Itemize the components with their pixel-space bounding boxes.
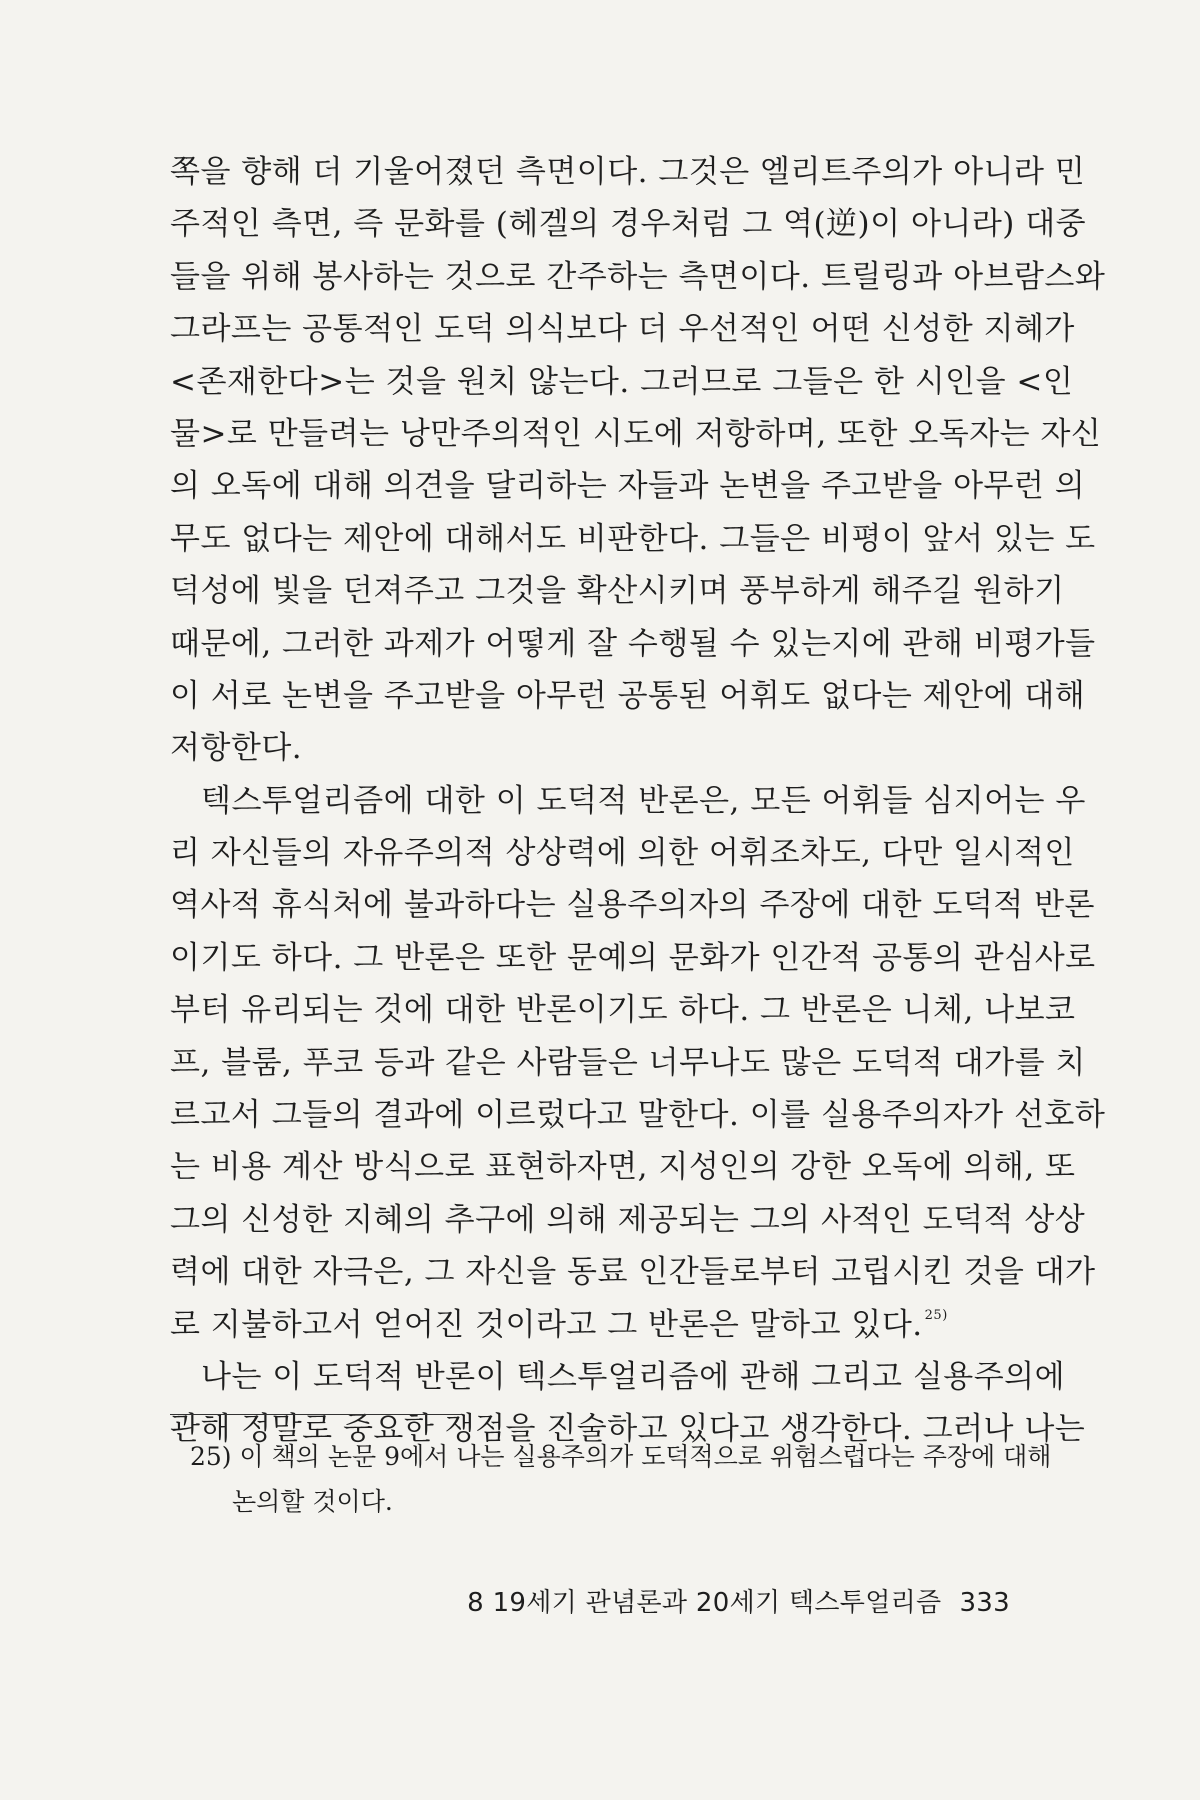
- text-line: 저항한다.: [170, 730, 303, 767]
- text-line: 그의 신성한 지혜의 추구에 의해 제공되는 그의 사적인 도덕적 상상: [170, 1201, 1086, 1238]
- text-line: 들을 위해 봉사하는 것으로 간주하는 측면이다. 트릴링과 아브람스와: [170, 258, 1106, 295]
- text-line: 때문에, 그러한 과제가 어떻게 잘 수행될 수 있는지에 관해 비평가들: [170, 625, 1096, 662]
- body-text: [170, 146, 1106, 1456]
- text-line: 관해 정말로 중요한 쟁점을 진술하고 있다고 생각한다. 그러나 나는: [170, 1411, 1086, 1448]
- text-line: 물>로 만들려는 낭만주의적인 시도에 저항하며, 또한 오독자는 자신: [170, 415, 1102, 452]
- text-line: 주적인 측면, 즉 문화를 (헤겔의 경우처럼 그 역(逆)이 아니라) 대중: [170, 206, 1087, 243]
- page-number: 333: [959, 1588, 1010, 1618]
- text-line: 그라프는 공통적인 도덕 의식보다 더 우선적인 어떤 신성한 지혜가: [170, 311, 1075, 348]
- text-line: 력에 대한 자극은, 그 자신을 동료 인간들로부터 고립시킨 것을 대가: [170, 1254, 1096, 1291]
- text-line: 는 비용 계산 방식으로 표현하자면, 지성인의 강한 오독에 의해, 또: [170, 1149, 1076, 1186]
- footnote: [190, 1434, 1052, 1524]
- text-line: 나는 이 도덕적 반론이 텍스투얼리즘에 관해 그리고 실용주의에: [201, 1358, 1066, 1395]
- text-line: 이기도 하다. 그 반론은 또한 문예의 문화가 인간적 공통의 관심사로: [170, 939, 1096, 976]
- running-footer: [467, 1582, 1010, 1619]
- footnote-reference: 25): [924, 1307, 948, 1323]
- text-line: 프, 블룸, 푸코 등과 같은 사람들은 너무나도 많은 도덕적 대가를 치: [170, 1044, 1086, 1081]
- paragraph-1: [170, 146, 1106, 775]
- text-line: 텍스투얼리즘에 대한 이 도덕적 반론은, 모든 어휘들 심지어는 우: [201, 782, 1086, 819]
- text-line: 리 자신들의 자유주의적 상상력에 의한 어휘조차도, 다만 일시적인: [170, 835, 1075, 872]
- footnote-divider: [170, 1414, 461, 1415]
- text-line: 부터 유리되는 것에 대한 반론이기도 하다. 그 반론은 니체, 나보코: [170, 992, 1076, 1029]
- text-line: 르고서 그들의 결과에 이르렀다고 말한다. 이를 실용주의자가 선호하: [170, 1097, 1106, 1134]
- chapter-title: 8 19세기 관념론과 20세기 텍스투얼리즘: [467, 1588, 942, 1618]
- text-line: 무도 없다는 제안에 대해서도 비판한다. 그들은 비평이 앞서 있는 도: [170, 520, 1096, 557]
- text-line: 의 오독에 대해 의견을 달리하는 자들과 논변을 주고받을 아무런 의: [170, 468, 1086, 505]
- footnote-line: 25) 이 책의 논문 9에서 나는 실용주의가 도덕적으로 위험스럽다는 주장에 대해: [190, 1442, 1052, 1471]
- text-line: 이 서로 논변을 주고받을 아무런 공통된 어휘도 없다는 제안에 대해: [170, 677, 1086, 714]
- text-line: 역사적 휴식처에 불과하다는 실용주의자의 주장에 대한 도덕적 반론: [170, 887, 1095, 924]
- text-line: 로 지불하고서 얻어진 것이라고 그 반론은 말하고 있다.: [170, 1306, 923, 1343]
- text-line: 덕성에 빛을 던져주고 그것을 확산시키며 풍부하게 해주길 원하기: [170, 573, 1065, 610]
- text-line: <존재한다>는 것을 원치 않는다. 그러므로 그들은 한 시인을 <인: [170, 363, 1074, 400]
- text-line: 쪽을 향해 더 기울어졌던 측면이다. 그것은 엘리트주의가 아니라 민: [170, 154, 1086, 190]
- footnote-line: 논의할 것이다.: [232, 1487, 393, 1516]
- paragraph-2: [170, 775, 1106, 1351]
- text-line-with-footnote: [170, 1299, 1042, 1351]
